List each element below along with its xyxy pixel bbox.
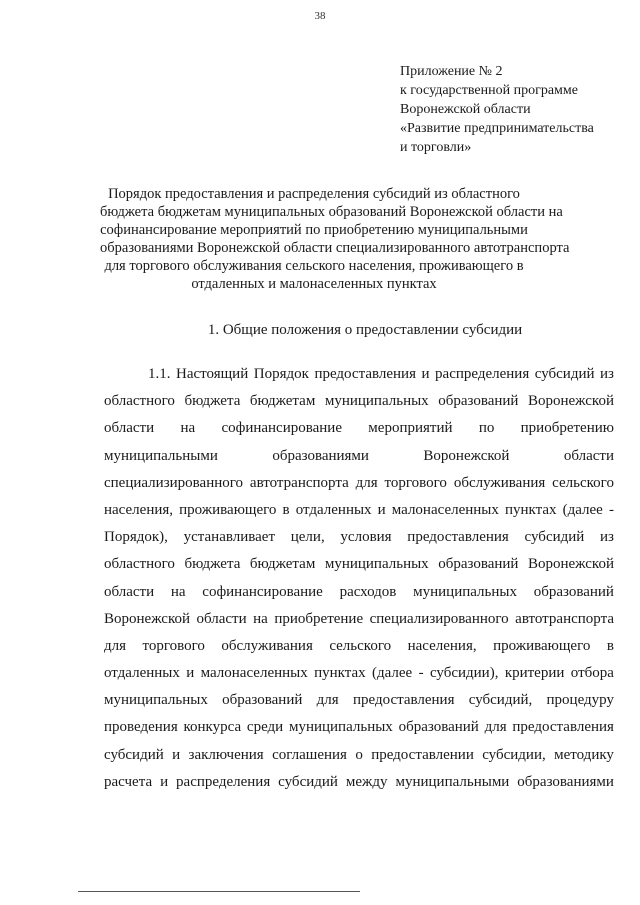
- body-word: образованиями: [517, 773, 614, 790]
- body-word: малонаселенных: [391, 501, 499, 518]
- body-word: в: [282, 501, 290, 518]
- body-word: отдаленных: [295, 501, 372, 518]
- body-word: пунктах: [504, 501, 557, 518]
- appendix-line: Приложение № 2: [400, 64, 503, 79]
- body-word: специализированного: [369, 610, 509, 627]
- body-word: области: [104, 420, 155, 437]
- body-word: муниципальными: [395, 773, 510, 790]
- body-word: процедуру: [546, 692, 614, 709]
- body-word: области: [104, 583, 155, 600]
- body-line: [104, 687, 614, 714]
- body-word: софинансирование: [202, 583, 323, 600]
- title-line: бюджета бюджетам муниципальных образований Воронежской области на: [100, 204, 563, 220]
- body-word: на: [253, 610, 268, 627]
- body-word: предоставления: [314, 366, 416, 382]
- body-word: бюджетам: [249, 393, 316, 410]
- body-word: бюджета: [184, 556, 241, 573]
- body-line: [104, 524, 614, 551]
- body-word: предоставления: [512, 719, 614, 736]
- body-word: условия: [340, 529, 392, 546]
- body-line: [104, 633, 614, 660]
- body-line: [104, 443, 614, 470]
- body-word: соглашения: [272, 746, 347, 763]
- body-word: образований: [533, 583, 614, 600]
- body-word: муниципальных: [413, 583, 517, 600]
- body-word: Порядок: [253, 366, 309, 382]
- body-word: распределения: [435, 366, 530, 382]
- body-word: конкурса: [183, 719, 242, 736]
- body-word: образований: [438, 393, 519, 410]
- body-word: сельского: [552, 474, 614, 491]
- body-line: [104, 388, 614, 415]
- appendix-line: Воронежской области: [400, 102, 531, 117]
- body-word: заключения: [188, 746, 264, 763]
- title-line: для торгового обслуживания сельского населения, проживающего в: [104, 258, 524, 274]
- body-word: расходов: [339, 583, 397, 600]
- body-word: в: [606, 637, 614, 654]
- appendix-line: «Развитие предпринимательства: [400, 121, 594, 136]
- body-word: Настоящий: [176, 366, 249, 382]
- body-word: (далее: [372, 665, 413, 682]
- title-line: отдаленных и малонаселенных пунктах: [191, 276, 437, 292]
- body-line: [104, 551, 614, 578]
- title-line: Порядок предоставления и распределения субсидий из областного: [108, 186, 520, 202]
- body-word: на: [180, 420, 196, 437]
- body-word: субсидии,: [482, 746, 546, 763]
- body-word: населения,: [407, 637, 477, 654]
- appendix-line: и торговли»: [400, 140, 472, 155]
- body-word: бюджета: [184, 393, 241, 410]
- body-word: населения,: [104, 501, 174, 518]
- body-word: торгового: [142, 637, 205, 654]
- body-word: малонаселенных: [200, 665, 308, 682]
- body-word: для: [355, 474, 378, 491]
- body-word: образований: [438, 556, 519, 573]
- appendix-line: к государственной программе: [400, 83, 578, 98]
- body-word: -: [418, 665, 424, 682]
- body-word: приобретение: [274, 610, 364, 627]
- body-paragraph: [104, 361, 614, 796]
- body-line: [104, 714, 614, 741]
- body-word: сельского: [329, 637, 392, 654]
- body-word: и: [160, 773, 169, 790]
- body-word: отдаленных: [104, 665, 180, 682]
- body-word: Воронежской: [423, 447, 510, 464]
- body-word: муниципальных: [324, 393, 429, 410]
- body-line: [104, 742, 614, 769]
- body-word: софинансирование: [221, 420, 342, 437]
- document-title: [100, 185, 570, 293]
- body-word: субсидий: [534, 366, 595, 382]
- body-word: автотранспорта: [249, 474, 349, 491]
- body-word: областного: [104, 556, 175, 573]
- body-word: для: [104, 637, 127, 654]
- title-line: образованиями Воронежской области специализированного автотранспорта: [100, 240, 570, 256]
- body-word: (далее: [562, 501, 603, 518]
- body-word: предоставления: [352, 692, 455, 709]
- body-word: образований: [222, 692, 303, 709]
- body-word: и: [421, 366, 430, 382]
- body-word: проведения: [104, 719, 178, 736]
- body-word: и: [186, 665, 195, 682]
- body-word: муниципальных: [288, 719, 393, 736]
- body-word: на: [170, 583, 186, 600]
- body-word: цели,: [290, 529, 325, 546]
- body-word: субсидий: [278, 773, 338, 790]
- body-word: областного: [104, 393, 175, 410]
- body-word: субсидий: [104, 746, 164, 763]
- body-word: субсидий: [524, 529, 585, 546]
- title-line: софинансирование мероприятий по приобретению муниципальными: [100, 222, 528, 238]
- body-word: среди: [246, 719, 284, 736]
- body-word: Воронежской: [527, 393, 614, 410]
- body-line: [104, 415, 614, 442]
- body-word: обслуживания: [221, 637, 313, 654]
- body-word: образованиями: [272, 447, 369, 464]
- body-word: мероприятий: [368, 420, 453, 437]
- body-word: расчета: [104, 773, 153, 790]
- body-word: между: [345, 773, 388, 790]
- body-line: [104, 660, 614, 687]
- body-word: субсидий,: [468, 692, 533, 709]
- body-word: пунктах: [314, 665, 366, 682]
- body-line: [104, 579, 614, 606]
- appendix-header: [400, 62, 630, 157]
- body-word: 1.1.: [148, 366, 171, 382]
- body-word: -: [608, 501, 614, 518]
- body-word: приобретению: [520, 420, 614, 437]
- body-word: автотранспорта: [515, 610, 614, 627]
- body-word: торгового: [384, 474, 447, 491]
- body-word: области: [563, 447, 614, 464]
- body-word: и: [172, 746, 181, 763]
- body-word: бюджетам: [249, 556, 316, 573]
- body-word: муниципальных: [324, 556, 429, 573]
- body-word: предоставления: [407, 529, 509, 546]
- body-word: субсидии),: [429, 665, 499, 682]
- body-word: для: [484, 719, 507, 736]
- body-word: Воронежской: [527, 556, 614, 573]
- body-word: обслуживания: [453, 474, 546, 491]
- section-heading: 1. Общие положения о предоставлении субсидии: [207, 322, 523, 338]
- body-line: [104, 470, 614, 497]
- body-word: по: [478, 420, 495, 437]
- body-word: методику: [554, 746, 614, 763]
- body-word: распределения: [176, 773, 271, 790]
- body-line: [104, 606, 614, 633]
- body-word: и: [377, 501, 386, 518]
- footnote-divider: [78, 891, 360, 892]
- body-word: проживающего: [493, 637, 591, 654]
- body-word: Порядок),: [104, 529, 168, 546]
- body-word: устанавливает: [183, 529, 276, 546]
- body-word: муниципальными: [104, 447, 218, 464]
- body-word: из: [600, 529, 614, 546]
- body-word: о: [355, 746, 363, 763]
- body-word: проживающего: [179, 501, 277, 518]
- body-word: для: [316, 692, 339, 709]
- body-line: [104, 497, 614, 524]
- body-line: [104, 769, 614, 796]
- body-line: [104, 361, 614, 388]
- body-word: Воронежской: [104, 610, 190, 627]
- body-word: области: [196, 610, 247, 627]
- body-word: специализированного: [104, 474, 244, 491]
- body-word: предоставлении: [371, 746, 474, 763]
- page-number: 38: [314, 10, 326, 22]
- body-word: критерии: [504, 665, 565, 682]
- body-word: образований: [398, 719, 479, 736]
- body-word: муниципальных: [104, 692, 208, 709]
- body-word: из: [600, 366, 614, 382]
- body-word: отбора: [570, 665, 614, 682]
